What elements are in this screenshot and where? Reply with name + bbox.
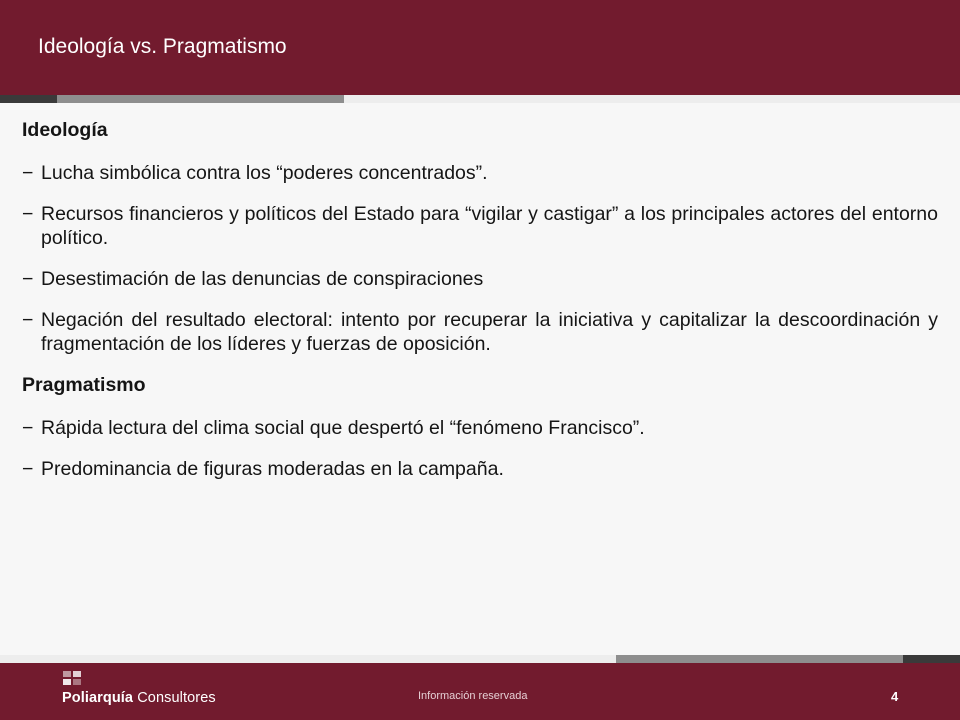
accent-segment-dark xyxy=(903,655,960,663)
bullet-item xyxy=(22,267,938,291)
slide-footer xyxy=(0,663,960,720)
dash-bullet-icon: − xyxy=(22,309,34,331)
bullet-item xyxy=(22,161,938,185)
bullet-item xyxy=(22,202,938,250)
dash-bullet-icon: − xyxy=(22,268,34,290)
accent-segment-dark xyxy=(0,95,57,103)
bullet-text: Rápida lectura del clima social que despertó el “fenómeno Francisco”. xyxy=(41,417,645,439)
dash-bullet-icon: − xyxy=(22,203,34,225)
logo-squares-icon xyxy=(63,671,81,685)
dash-bullet-icon: − xyxy=(22,458,34,480)
bullet-text: Desestimación de las denuncias de conspiraciones xyxy=(41,268,484,290)
company-logo xyxy=(62,690,216,706)
slide-body xyxy=(22,112,938,498)
dash-bullet-icon: − xyxy=(22,162,34,184)
page-number: 4 xyxy=(891,689,899,704)
footer-accent-bar xyxy=(0,655,960,663)
logo-regular-text: Consultores xyxy=(133,690,216,706)
bullet-text: Recursos financieros y políticos del Estado para “vigilar y castigar” a los principales actores del entorno político. xyxy=(41,203,938,249)
bullet-item xyxy=(22,457,938,481)
bullet-item xyxy=(22,308,938,356)
bullet-item xyxy=(22,416,938,440)
slide-title: Ideología vs. Pragmatismo xyxy=(38,35,287,58)
header-accent-bar xyxy=(0,95,960,103)
logo-bold-text: Poliarquía xyxy=(62,690,134,706)
slide-header xyxy=(0,0,960,95)
bullet-text: Predominancia de figuras moderadas en la campaña. xyxy=(41,458,504,480)
confidential-note: Información reservada xyxy=(418,690,528,702)
bullet-text: Negación del resultado electoral: intento por recuperar la iniciativa y capitalizar la descoordinación y fragmentación de los líderes y fuerzas de oposición. xyxy=(41,309,938,355)
section-heading-ideologia: Ideología xyxy=(22,119,108,141)
accent-segment-gray xyxy=(57,95,344,103)
dash-bullet-icon: − xyxy=(22,417,34,439)
section-heading-pragmatismo: Pragmatismo xyxy=(22,374,146,396)
accent-segment-gray xyxy=(616,655,903,663)
bullet-text: Lucha simbólica contra los “poderes concentrados”. xyxy=(41,162,488,184)
